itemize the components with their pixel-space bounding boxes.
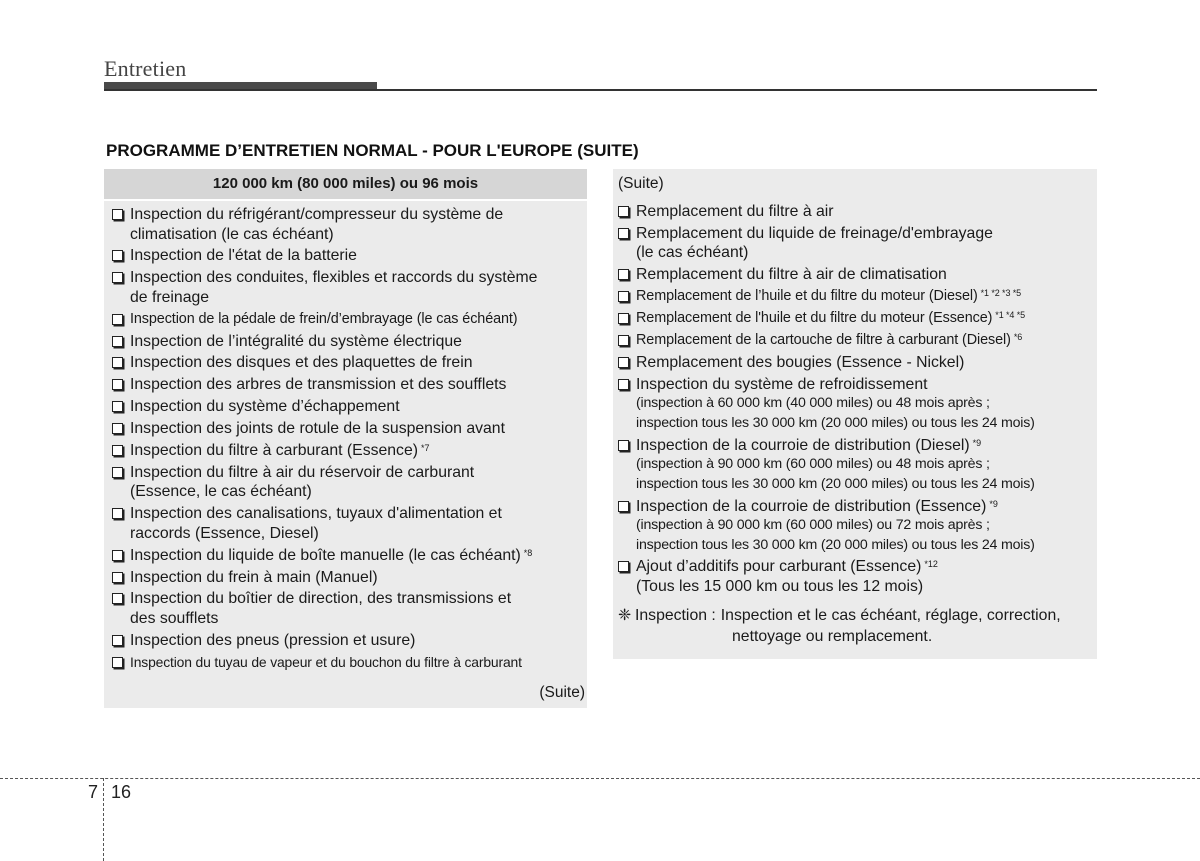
item-text: Inspection de l'état de la batterie bbox=[130, 247, 357, 265]
checklist-item bbox=[112, 653, 579, 673]
checkbox-icon bbox=[112, 593, 123, 604]
checklist-item bbox=[112, 310, 579, 330]
footnote-ref: *12 bbox=[924, 559, 938, 570]
item-text-main: Remplacement de l’huile et du filtre du moteur (Diesel) bbox=[636, 288, 978, 305]
checkbox-icon bbox=[618, 357, 629, 368]
item-text: Inspection des disques et des plaquettes de frein bbox=[130, 354, 473, 372]
item-text: Remplacement du filtre à air bbox=[636, 203, 834, 220]
item-text: Inspection du frein à main (Manuel) bbox=[130, 568, 378, 586]
item-text bbox=[130, 441, 579, 461]
checkbox-icon bbox=[112, 314, 123, 325]
checklist-item bbox=[112, 504, 579, 543]
item-text bbox=[636, 497, 1092, 517]
item-subtext: (inspection à 90 000 km (60 000 miles) ou 48 mois après ; bbox=[636, 456, 990, 473]
item-text bbox=[636, 331, 1092, 351]
note-text-line1: Inspection et le cas échéant, réglage, correction, bbox=[720, 606, 1061, 624]
item-text bbox=[636, 309, 1092, 329]
checklist-item bbox=[112, 631, 579, 651]
item-text-main: Remplacement de la cartouche de filtre à carburant (Diesel) bbox=[636, 331, 1011, 348]
item-text: Inspection du boîtier de direction, des transmissions et bbox=[130, 590, 512, 608]
item-subtext: inspection tous les 30 000 km (20 000 miles) ou tous les 24 mois) bbox=[636, 414, 1035, 431]
item-text: Remplacement des bougies (Essence - Nickel) bbox=[636, 353, 965, 371]
item-text: climatisation (le cas échéant) bbox=[130, 225, 334, 243]
checkbox-icon bbox=[618, 379, 629, 390]
asterism-icon: ❈ bbox=[618, 606, 632, 624]
item-subtext: (inspection à 90 000 km (60 000 miles) ou 72 mois après ; bbox=[636, 517, 990, 534]
item-text: Inspection du tuyau de vapeur et du bouchon du filtre à carburant bbox=[130, 653, 522, 670]
checklist-item bbox=[112, 546, 579, 566]
item-subtext: (inspection à 60 000 km (40 000 miles) ou 48 mois après ; bbox=[636, 395, 990, 412]
checklist-item bbox=[618, 224, 1092, 263]
continued-label-top: (Suite) bbox=[618, 175, 664, 192]
right-checklist bbox=[613, 194, 1097, 596]
checkbox-icon bbox=[112, 635, 123, 646]
item-text: (le cas échéant) bbox=[636, 244, 749, 262]
checkbox-icon bbox=[112, 445, 123, 456]
checklist-item bbox=[618, 436, 1092, 495]
checkbox-icon bbox=[618, 206, 629, 217]
checklist-item bbox=[618, 557, 1092, 596]
item-text bbox=[636, 436, 1092, 456]
item-text: Inspection de la pédale de frein/d’embrayage (le cas échéant) bbox=[130, 310, 518, 327]
footnote-ref: *9 bbox=[972, 437, 982, 448]
item-text: Inspection du réfrigérant/compresseur du système de bbox=[130, 206, 504, 223]
checklist-item bbox=[112, 246, 579, 266]
header-rule bbox=[104, 89, 1097, 91]
item-text: Inspection des arbres de transmission et des soufflets bbox=[130, 376, 507, 394]
interval-header: 120 000 km (80 000 miles) ou 96 mois bbox=[104, 169, 587, 201]
checkbox-icon bbox=[618, 440, 629, 451]
checkbox-icon bbox=[112, 272, 123, 283]
checklist-item bbox=[618, 202, 1092, 222]
item-text: Inspection des canalisations, tuyaux d'alimentation et bbox=[130, 505, 502, 523]
item-text: (Tous les 15 000 km ou tous les 12 mois) bbox=[636, 577, 924, 595]
checklist-item bbox=[112, 419, 579, 439]
item-text: Remplacement du filtre à air de climatisation bbox=[636, 266, 947, 284]
checkbox-icon bbox=[112, 250, 123, 261]
item-text bbox=[130, 546, 579, 566]
checklist-item bbox=[112, 397, 579, 417]
item-text bbox=[636, 557, 1092, 577]
footnote-ref: *9 bbox=[989, 498, 998, 509]
checkbox-icon bbox=[112, 657, 123, 668]
checklist-item bbox=[112, 589, 579, 628]
checklist-item bbox=[618, 309, 1092, 329]
item-text-main: Inspection de la courroie de distribution (Essence) bbox=[636, 497, 987, 515]
item-text-main: Remplacement de l'huile et du filtre du moteur (Essence) bbox=[636, 310, 993, 327]
footnote-ref: *6 bbox=[1013, 331, 1023, 342]
checkbox-icon bbox=[618, 501, 629, 512]
checklist-item bbox=[618, 353, 1092, 373]
item-text-main: Inspection de la courroie de distribution (Diesel) bbox=[636, 436, 970, 454]
item-text-main: Inspection du liquide de boîte manuelle (le cas échéant) bbox=[130, 546, 521, 564]
checklist-item bbox=[112, 463, 579, 502]
item-text-main: Inspection du filtre à carburant (Essence) bbox=[130, 442, 419, 460]
left-checklist bbox=[104, 201, 587, 672]
item-text: des soufflets bbox=[130, 609, 219, 627]
item-text: Inspection du filtre à air du réservoir de carburant bbox=[130, 463, 475, 481]
item-text: Inspection des pneus (pression et usure) bbox=[130, 631, 416, 649]
inspection-note bbox=[613, 599, 1097, 647]
checklist-item bbox=[112, 205, 579, 244]
checkbox-icon bbox=[618, 561, 629, 572]
checkbox-icon bbox=[112, 572, 123, 583]
checkbox-icon bbox=[112, 423, 123, 434]
continued-label: (Suite) bbox=[539, 684, 585, 701]
checklist-item bbox=[112, 353, 579, 373]
footnote-ref: *7 bbox=[421, 443, 430, 454]
checklist-item bbox=[112, 568, 579, 588]
checkbox-icon bbox=[618, 313, 629, 324]
checkbox-icon bbox=[112, 357, 123, 368]
page-number: 16 bbox=[111, 782, 132, 802]
checklist-item bbox=[618, 265, 1092, 285]
checkbox-icon bbox=[112, 401, 123, 412]
note-label: Inspection : bbox=[635, 606, 716, 624]
left-maintenance-panel bbox=[104, 169, 587, 708]
item-text: Inspection des conduites, flexibles et raccords du système bbox=[130, 269, 538, 287]
checkbox-icon bbox=[618, 228, 629, 239]
item-text: Inspection du système d’échappement bbox=[130, 398, 400, 416]
item-text bbox=[636, 287, 1092, 307]
checklist-item bbox=[112, 268, 579, 307]
footnote-ref: *1 *4 *5 bbox=[995, 310, 1026, 321]
checklist-item bbox=[112, 332, 579, 352]
checkbox-icon bbox=[618, 269, 629, 280]
checkbox-icon bbox=[112, 209, 123, 220]
right-maintenance-panel bbox=[613, 169, 1097, 659]
checklist-item bbox=[112, 375, 579, 395]
checkbox-icon bbox=[112, 379, 123, 390]
checkbox-icon bbox=[112, 550, 123, 561]
checkbox-icon bbox=[112, 336, 123, 347]
checklist-item bbox=[112, 441, 579, 461]
checklist-item bbox=[618, 331, 1092, 351]
item-text: raccords (Essence, Diesel) bbox=[130, 524, 319, 542]
item-text: Remplacement du liquide de freinage/d'embrayage bbox=[636, 224, 993, 242]
item-text-main: Ajout d’additifs pour carburant (Essence) bbox=[636, 558, 922, 576]
note-text-line2: nettoyage ou remplacement. bbox=[732, 627, 933, 645]
section-heading: PROGRAMME D’ENTRETIEN NORMAL - POUR L'EUROPE (SUITE) bbox=[106, 141, 639, 160]
checkbox-icon bbox=[112, 467, 123, 478]
item-text: de freinage bbox=[130, 288, 210, 306]
chapter-number: 7 bbox=[88, 782, 99, 802]
checkbox-icon bbox=[618, 335, 629, 346]
item-text: Inspection de l’intégralité du système électrique bbox=[130, 332, 462, 350]
checkbox-icon bbox=[112, 508, 123, 519]
footer-divider bbox=[103, 778, 104, 861]
running-header-title: Entretien bbox=[104, 56, 187, 81]
footnote-ref: *8 bbox=[523, 547, 533, 558]
item-subtext: inspection tous les 30 000 km (20 000 miles) ou tous les 24 mois) bbox=[636, 475, 1035, 492]
item-subtext: inspection tous les 30 000 km (20 000 miles) ou tous les 24 mois) bbox=[636, 536, 1035, 553]
checklist-item bbox=[618, 375, 1092, 434]
footer-rule bbox=[0, 778, 1200, 779]
item-text: Inspection du système de refroidissement bbox=[636, 375, 928, 393]
checkbox-icon bbox=[618, 291, 629, 302]
item-text: (Essence, le cas échéant) bbox=[130, 483, 312, 501]
checklist-item bbox=[618, 287, 1092, 307]
checklist-item bbox=[618, 497, 1092, 556]
item-text: Inspection des joints de rotule de la suspension avant bbox=[130, 420, 505, 438]
footnote-ref: *1 *2 *3 *5 bbox=[980, 288, 1022, 299]
